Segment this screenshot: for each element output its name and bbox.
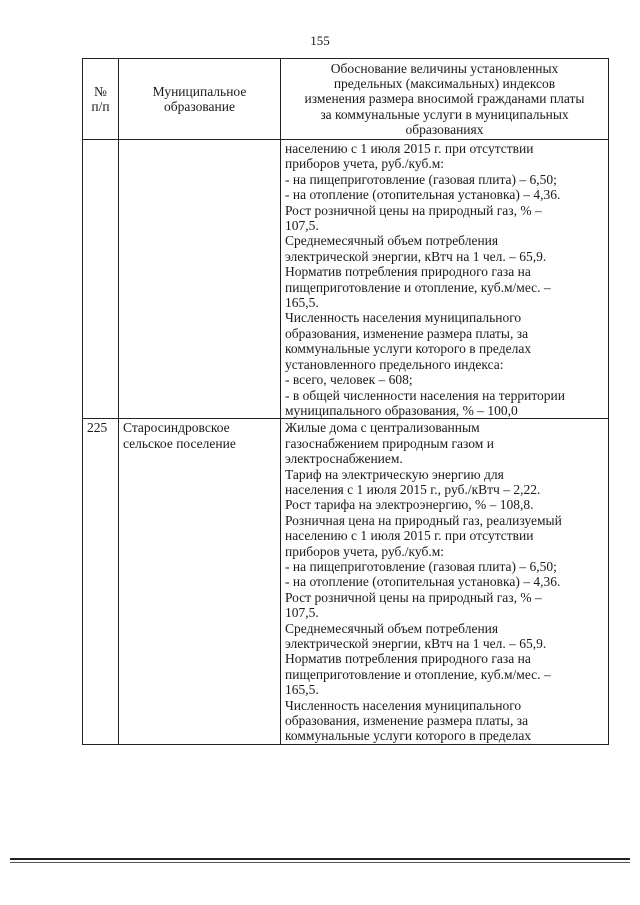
justification-line: Среднемесячный объем потребления: [285, 620, 499, 636]
justification-line: газоснабжением природным газом и: [285, 435, 494, 451]
municipal-index-table: [82, 58, 609, 745]
justification-line: Рост розничной цены на природный газ, % –: [285, 202, 542, 218]
justification-line: пищеприготовление и отопление, куб.м/мес. –: [285, 279, 551, 295]
header-text-line: Обоснование величины установленных: [330, 61, 559, 76]
justification-line: 107,5.: [285, 218, 319, 234]
header-justification: [281, 59, 609, 140]
header-text-line: Муниципальное: [152, 83, 247, 99]
justification-line: образования, изменение размера платы, за: [285, 713, 529, 729]
justification-line: Норматив потребления природного газа на: [285, 264, 531, 280]
justification-line: электроснабжением.: [285, 451, 403, 467]
table-row: [83, 140, 609, 419]
header-number: [83, 59, 119, 140]
justification-line: приборов учета, руб./куб.м:: [285, 543, 445, 559]
justification-line: Численность населения муниципального: [285, 310, 522, 326]
justification-line: 165,5.: [285, 295, 319, 311]
municipality-cell: [119, 419, 281, 745]
justification-line: Розничная цена на природный газ, реализуемый: [285, 512, 562, 528]
municipality-cell: [119, 140, 281, 419]
justification-line: коммунальные услуги которого в пределах: [285, 728, 532, 744]
header-text-line: образованиях: [405, 121, 484, 137]
header-text-line: п/п: [91, 99, 110, 114]
justification-line: электрической энергии, кВтч на 1 чел. – 65,9.: [285, 248, 547, 264]
header-text-line: изменения размера вносимой гражданами платы: [304, 91, 585, 107]
footer-rule: [10, 858, 630, 860]
header-text-line: за коммунальные услуги в муниципальных: [320, 106, 569, 122]
justification-line: пищеприготовление и отопление, куб.м/мес. –: [285, 666, 551, 682]
footer-rule-thin: [10, 862, 630, 863]
justification-line: Рост розничной цены на природный газ, % –: [285, 589, 542, 605]
justification-line: 107,5.: [285, 605, 319, 621]
justification-line: населению с 1 июля 2015 г. при отсутствии: [285, 528, 534, 544]
justification-line: - на отопление (отопительная установка) – 4,36.: [285, 574, 561, 590]
municipality-line: Старосиндровское: [123, 420, 230, 436]
justification-cell: [281, 419, 609, 745]
justification-line: - в общей численности населения на территории: [285, 387, 565, 403]
header-text-line: образование: [164, 99, 235, 114]
municipality-line: сельское поселение: [123, 435, 236, 451]
justification-line: - всего, человек – 608;: [285, 372, 413, 388]
justification-line: коммунальные услуги которого в пределах: [285, 341, 532, 357]
header-municipality: [119, 59, 281, 140]
justification-line: Среднемесячный объем потребления: [285, 233, 499, 249]
justification-line: приборов учета, руб./куб.м:: [285, 156, 445, 172]
row-number-cell: 225: [83, 419, 119, 745]
justification-line: 165,5.: [285, 682, 319, 698]
justification-line: муниципального образования, % – 100,0: [285, 402, 518, 418]
row-number-cell: [83, 140, 119, 419]
justification-line: - на пищеприготовление (газовая плита) – 6,50;: [285, 171, 557, 187]
justification-line: Тариф на электрическую энергию для: [285, 466, 504, 482]
justification-line: населения с 1 июля 2015 г., руб./кВтч – 2,22.: [285, 481, 541, 497]
justification-line: Численность населения муниципального: [285, 697, 522, 713]
justification-line: Рост тарифа на электроэнергию, % – 108,8.: [285, 497, 534, 513]
justification-line: Жилые дома с централизованным: [285, 420, 480, 436]
justification-cell: [281, 140, 609, 419]
page-number: 155: [310, 33, 330, 48]
justification-line: - на отопление (отопительная установка) – 4,36.: [285, 187, 561, 203]
justification-line: электрической энергии, кВтч на 1 чел. – 65,9.: [285, 636, 547, 652]
justification-line: Норматив потребления природного газа на: [285, 651, 531, 667]
justification-line: - на пищеприготовление (газовая плита) – 6,50;: [285, 558, 557, 574]
table-row: [83, 419, 609, 745]
table-header-row: [83, 59, 609, 140]
justification-line: установленного предельного индекса:: [285, 356, 504, 372]
header-text-line: №: [94, 83, 107, 99]
header-text-line: предельных (максимальных) индексов: [333, 76, 556, 92]
justification-line: населению с 1 июля 2015 г. при отсутствии: [285, 141, 534, 157]
justification-line: образования, изменение размера платы, за: [285, 325, 529, 341]
